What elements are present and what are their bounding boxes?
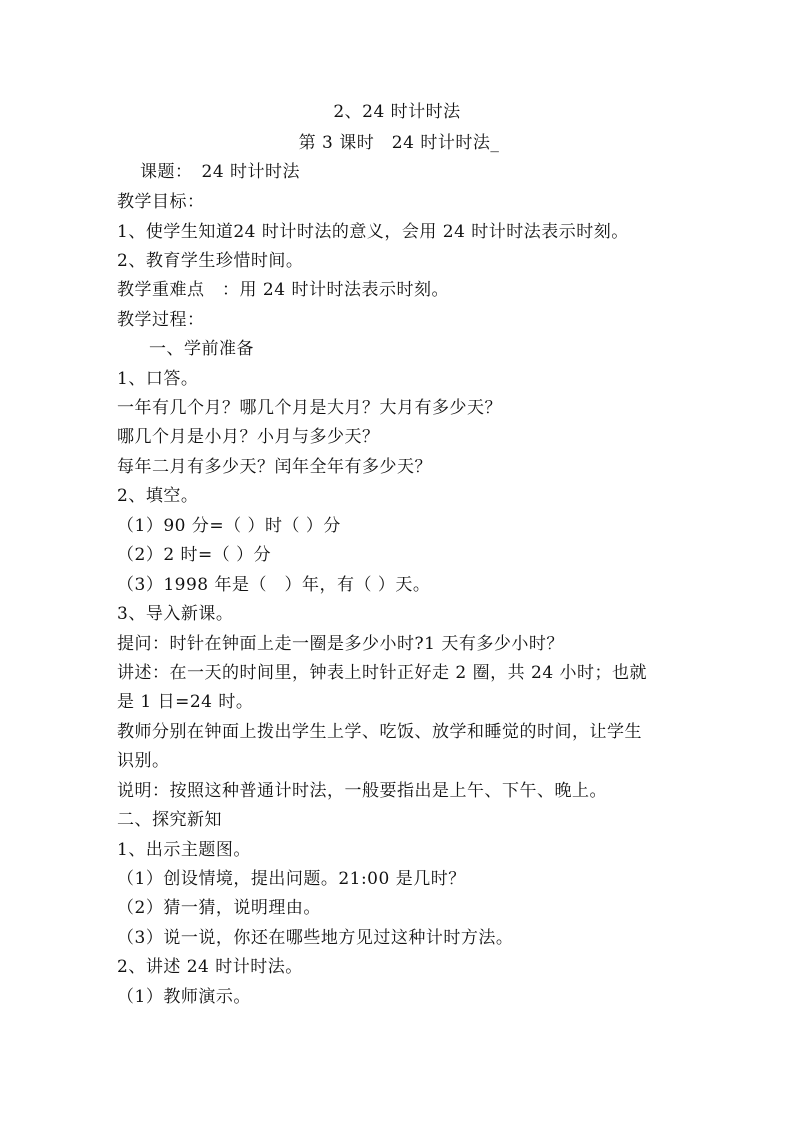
item-show-picture: 1、出示主题图。 (117, 840, 251, 860)
objectives-heading: 教学目标： (117, 192, 205, 212)
process-heading: 教学过程： (117, 310, 205, 330)
fill-blank-1: （1）90 分=（ ）时（ ）分 (117, 516, 341, 536)
section-2-heading: 二、探究新知 (117, 810, 222, 830)
item-oral-answer: 1、口答。 (117, 369, 199, 389)
explain-24h-step-1: （1）教师演示。 (117, 987, 251, 1007)
document-title: 2、24 时计时法 (333, 102, 461, 122)
teacher-demo-line-1: 教师分别在钟面上拨出学生上学、吃饭、放学和睡觉的时间，让学生 (117, 722, 642, 742)
section-1-heading: 一、学前准备 (149, 339, 254, 359)
picture-step-3: （3）说一说，你还在哪些地方见过这种计时方法。 (117, 928, 514, 948)
key-difficulty: 教学重难点 ：用 24 时计时法表示时刻。 (117, 280, 449, 300)
explain-line-2: 是 1 日=24 时。 (117, 692, 254, 712)
item-introduce-lesson: 3、导入新课。 (117, 604, 234, 624)
question-line-2: 哪几个月是小月？小月与多少天？ (117, 427, 380, 447)
ask-line: 提问：时针在钟面上走一圈是多少小时?1 天有多少小时？ (117, 634, 564, 654)
question-line-1: 一年有几个月？哪几个月是大月？大月有多少天？ (117, 398, 502, 418)
picture-step-2: （2）猜一猜，说明理由。 (117, 898, 321, 918)
item-fill-blank: 2、填空。 (117, 486, 199, 506)
teacher-demo-line-2: 识别。 (117, 751, 170, 771)
item-explain-24h: 2、讲述 24 时计时法。 (117, 957, 303, 977)
note-line: 说明：按照这种普通计时法，一般要指出是上午、下午、晚上。 (117, 781, 607, 801)
fill-blank-3: （3）1998 年是（ ）年，有（ ）天。 (117, 575, 431, 595)
objective-1: 1、使学生知道24 时计时法的意义，会用 24 时计时法表示时刻。 (117, 222, 629, 242)
picture-step-1: （1）创设情境，提出问题。21:00 是几时？ (117, 869, 466, 889)
explain-line-1: 讲述：在一天的时间里，钟表上时针正好走 2 圈，共 24 小时；也就 (117, 663, 648, 683)
fill-blank-2: （2）2 时=（ ）分 (117, 545, 272, 565)
question-line-3: 每年二月有多少天？闰年全年有多少天？ (117, 457, 432, 477)
objective-2: 2、教育学生珍惜时间。 (117, 251, 304, 271)
topic-line: 课题： 24 时计时法 (140, 162, 301, 182)
lesson-subtitle: 第 3 课时 24 时计时法_ (298, 133, 500, 153)
